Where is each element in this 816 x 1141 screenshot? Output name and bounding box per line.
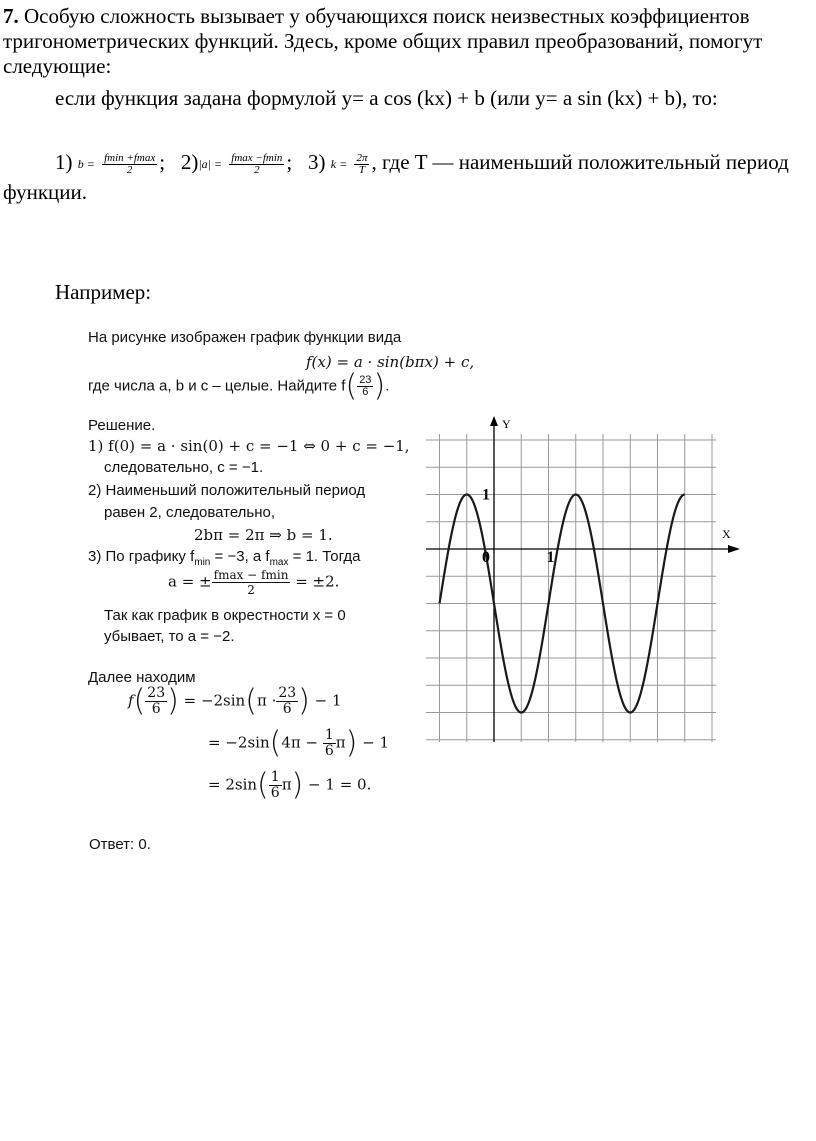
calc-2-end: − 1: [362, 733, 390, 752]
step-3-a-sub-min: min: [194, 557, 211, 568]
graph-axes: [426, 416, 740, 742]
paren-right: ): [298, 683, 310, 719]
paren-right: ): [345, 725, 358, 761]
calc-3-numerator: 1: [270, 769, 280, 785]
step-3-a-sub-max: max: [269, 557, 289, 568]
paren-right: ): [291, 767, 304, 803]
calc-2-fraction: [323, 728, 336, 759]
y-tick-label: 1: [482, 486, 490, 504]
calc-2-inner: 4π −: [281, 733, 319, 752]
problem-line-3-start: где числа a, b и c – целые. Найдите f: [88, 377, 346, 395]
calc-2-start: = −2sin: [208, 733, 270, 752]
step-2-line-a: 2) Наименьший положительный период: [88, 482, 366, 499]
formula-3-lhs: k =: [330, 157, 348, 172]
step-2-line-b: равен 2, следовательно,: [104, 504, 276, 521]
origin-label: 0: [482, 549, 490, 566]
step-3-a-end: = 1. Тогда: [288, 548, 361, 565]
formula-3-fraction: [354, 153, 369, 176]
calc-1-inner-numerator: 23: [278, 685, 297, 701]
step-3-b-fraction: [212, 568, 291, 597]
x-axis-arrow: [728, 545, 740, 553]
calc-1-fraction: [145, 686, 167, 717]
problem-arg-numerator: 23: [359, 374, 372, 386]
paren-left: (: [269, 725, 282, 761]
calc-1-inner-denominator: 6: [282, 701, 292, 717]
step-3-b-numerator: fmax − fmin: [213, 568, 289, 582]
formula-2-lhs: |a| =: [198, 157, 223, 172]
calc-line-3: [208, 767, 372, 803]
graph-grid: [426, 434, 716, 742]
y-axis-label: Y: [502, 417, 511, 431]
paren-left: (: [133, 683, 146, 719]
paren-left: (: [345, 368, 358, 404]
formula-3-numerator: 2π: [356, 151, 368, 164]
formula-2-separator: ;: [286, 150, 293, 174]
calc-1-numerator: 23: [147, 685, 166, 701]
problem-line-3-end: .: [385, 377, 390, 395]
answer-text: Ответ: 0.: [89, 836, 151, 853]
calc-2-denominator: 6: [324, 743, 334, 759]
x-axis-label: X: [722, 527, 731, 541]
calc-line-2: [208, 725, 390, 761]
formula-1-fraction: [102, 153, 157, 176]
calc-1-end: − 1: [314, 691, 342, 710]
problem-arg-fraction: [357, 375, 373, 398]
x-tick-label: 1: [546, 549, 555, 566]
calc-3-inner-end: π: [281, 775, 292, 794]
calc-3-end: − 1 = 0.: [308, 775, 372, 794]
y-axis-arrow: [490, 416, 498, 426]
formula-1-index: 1): [55, 150, 73, 174]
problem-line-3: [88, 368, 390, 404]
sine-graph: [424, 412, 744, 742]
paren-left: (: [245, 683, 257, 719]
formula-2-index: 2): [180, 150, 199, 174]
calc-1-inner-fraction: [276, 686, 298, 717]
formula-3-tail: , где T — наименьший положительный период функции.: [3, 150, 789, 205]
formulas-line: [3, 148, 803, 206]
calc-2-inner-end: π: [335, 733, 346, 752]
formula-3-index: 3): [308, 150, 326, 174]
problem-arg-denominator: 6: [362, 386, 369, 398]
step-3-line-c: Так как график в окрестности x = 0: [104, 607, 346, 624]
further-label: Далее находим: [88, 669, 196, 686]
calc-1-lhs: f: [128, 691, 134, 710]
task-number: 7.: [3, 4, 19, 28]
paren-right: ): [167, 683, 179, 719]
paren-left: (: [257, 767, 269, 803]
calc-1-mid: = −2sin: [183, 691, 246, 710]
step-3-b-denominator: 2: [247, 583, 255, 597]
problem-line-1: На рисунке изображен график функции вида: [88, 329, 402, 346]
formula-1-separator: ;: [159, 150, 166, 174]
example-label: Например:: [55, 280, 152, 304]
formula-3-denominator: T: [358, 163, 365, 176]
calc-1-denominator: 6: [151, 701, 161, 717]
formula-2-fraction: [229, 153, 284, 176]
step-3-line-d: убывает, то a = −2.: [104, 628, 235, 645]
calc-1-inner: π ·: [256, 691, 277, 710]
step-2-line-c: 2bπ = 2π ⇒ b = 1.: [194, 526, 333, 544]
intro-text: Особую сложность вызывает у обучающихся поиск неизвестных коэффициентов тригонометрических функций. Здесь, кроме общих правил преобразований, помогут следующие:: [3, 4, 763, 78]
paren-right: ): [373, 368, 386, 404]
step-1-line-b: следовательно, c = −1.: [104, 459, 264, 476]
step-3-line-b: [168, 568, 339, 597]
formula-2-denominator: 2: [254, 163, 260, 176]
formula-1-denominator: 2: [126, 163, 133, 176]
calc-2-numerator: 1: [324, 727, 334, 743]
step-3-b-end: = ±2.: [295, 572, 340, 591]
calc-3-fraction: [269, 770, 282, 801]
formula-2-numerator: fmax −fmin: [231, 151, 283, 164]
step-3-b-start: a = ±: [168, 572, 212, 591]
calc-3-start: = 2sin: [208, 775, 258, 794]
rule-text: если функция задана формулой y= a cos (kx) + b (или y= a sin (kx) + b), то:: [55, 86, 718, 110]
problem-formula: f(x) = a · sin(bπx) + c,: [306, 353, 475, 371]
formula-1-lhs: b =: [77, 157, 95, 172]
step-3-a-mid: = −3, а f: [210, 548, 270, 565]
intro-paragraph: [3, 4, 803, 79]
step-3-a-start: 3) По графику f: [88, 548, 195, 565]
step-1-line-a: 1) f(0) = a · sin(0) + c = −1 ⇔ 0 + c = −1,: [88, 437, 410, 455]
calc-line-1: [128, 683, 342, 719]
calc-3-denominator: 6: [270, 785, 280, 801]
formula-1-numerator: fmin +fmax: [104, 151, 156, 164]
solution-heading: Решение.: [88, 417, 156, 434]
